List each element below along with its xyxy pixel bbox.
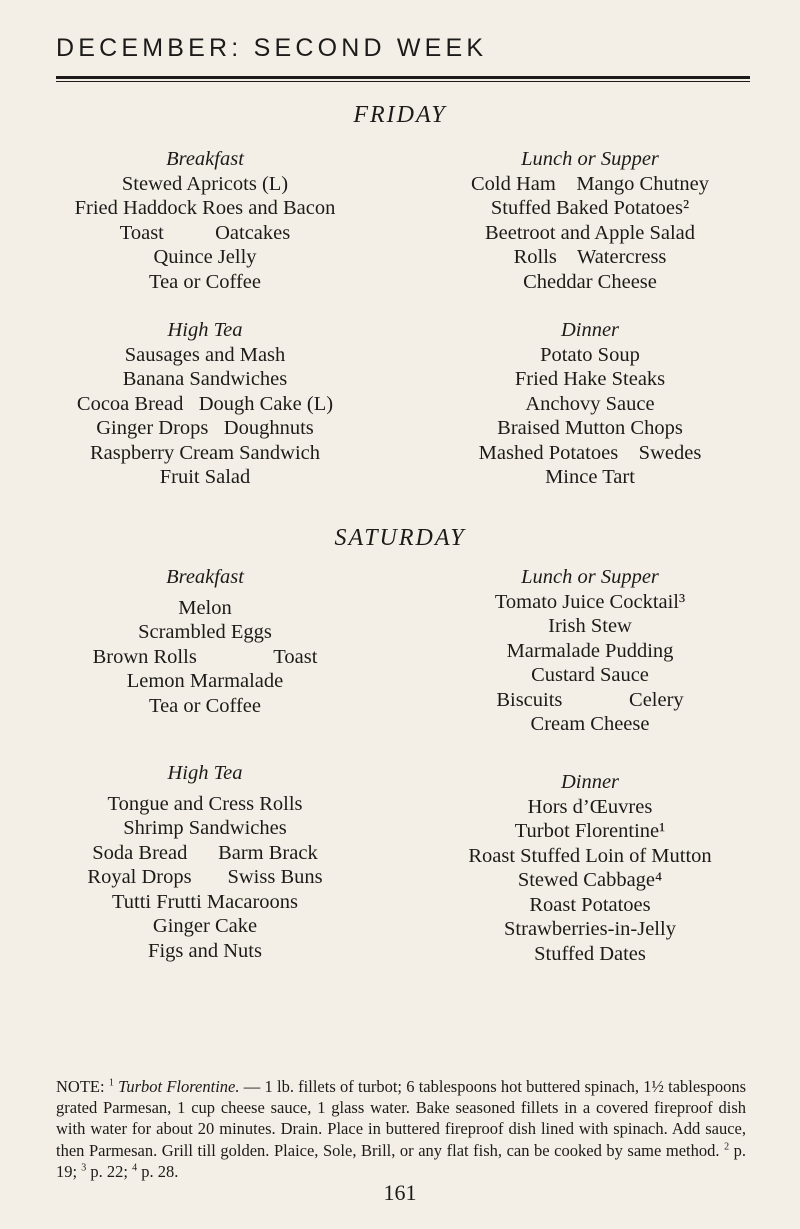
meal-title: Lunch or Supper bbox=[521, 148, 659, 170]
friday-lunch bbox=[400, 147, 780, 294]
menu-item: Fruit Salad bbox=[159, 466, 251, 488]
menu-item: Scrambled Eggs bbox=[138, 621, 272, 643]
menu-item: Cream Cheese bbox=[530, 713, 650, 735]
meal-title: Breakfast bbox=[166, 566, 244, 588]
menu-item: Ginger Cake bbox=[152, 915, 258, 937]
menu-item: Quince Jelly bbox=[153, 246, 257, 268]
menu-item: Royal Drops Swiss Buns bbox=[87, 866, 323, 888]
menu-item: Tomato Juice Cocktail³ bbox=[494, 590, 686, 613]
menu-item: Stuffed Baked Potatoes² bbox=[490, 197, 690, 219]
page-header: DECEMBER: SECOND WEEK bbox=[56, 34, 488, 62]
menu-item: Strawberries-in-Jelly bbox=[504, 918, 676, 940]
menu-item: Turbot Florentine¹ bbox=[514, 820, 666, 842]
menu-item: Toast Oatcakes bbox=[119, 221, 291, 244]
menu-item: Roast Stuffed Loin of Mutton bbox=[468, 844, 712, 867]
header-rule-thin bbox=[56, 81, 750, 82]
menu-item: Fried Haddock Roes and Bacon bbox=[74, 197, 336, 219]
day-heading-saturday: SATURDAY bbox=[334, 525, 466, 551]
menu-item: Stuffed Dates bbox=[534, 942, 646, 965]
menu-item: Braised Mutton Chops bbox=[497, 417, 683, 439]
menu-item: Tutti Frutti Macaroons bbox=[111, 890, 299, 913]
menu-item: Soda Bread Barm Brack bbox=[92, 841, 318, 864]
saturday-lunch bbox=[400, 565, 780, 737]
menu-item: Tongue and Cress Rolls bbox=[107, 792, 303, 815]
header-rule bbox=[56, 76, 750, 79]
menu-item: Custard Sauce bbox=[531, 664, 649, 686]
menu-item: Raspberry Cream Sandwich bbox=[90, 441, 320, 464]
menu-item: Irish Stew bbox=[548, 615, 632, 637]
menu-item: Stewed Apricots (L) bbox=[121, 172, 289, 195]
note-text: — 1 lb. fillets of turbot; 6 tablespoons hot buttered spinach, 1½ tablespoons grated Parmesan, 1 cup cheese sauce, 1 glass water. Bake seasoned fillets in a covered fireproof dish with water for about 20 minutes. Drain. Place in buttered fireproof dish lined with spinach. Add sauce, then Parmesan. Grill till golden. Plaice, Sole, Brill, or any flat fish, can be cooked by same method. bbox=[56, 1077, 747, 1160]
saturday-breakfast bbox=[10, 565, 400, 718]
meal-title: Dinner bbox=[560, 771, 620, 793]
menu-item: Mashed Potatoes Swedes bbox=[478, 441, 702, 464]
footnote-marker: 3 bbox=[81, 1162, 87, 1174]
menu-item: Potato Soup bbox=[540, 343, 640, 366]
meal-title: Breakfast bbox=[166, 148, 244, 170]
note-recipe-title: Turbot Florentine. bbox=[118, 1077, 240, 1096]
menu-item: Tea or Coffee bbox=[148, 270, 262, 293]
meal-title: High Tea bbox=[167, 762, 243, 784]
friday-dinner bbox=[400, 318, 780, 490]
saturday-dinner bbox=[400, 770, 780, 966]
menu-item: Stewed Cabbage⁴ bbox=[517, 869, 663, 891]
menu-item: Anchovy Sauce bbox=[525, 392, 655, 415]
menu-item: Hors d’Œuvres bbox=[527, 795, 653, 818]
friday-breakfast bbox=[10, 147, 400, 294]
saturday-high-tea bbox=[10, 761, 400, 963]
menu-item: Cocoa Bread Dough Cake (L) bbox=[76, 392, 334, 415]
menu-item: Brown Rolls Toast bbox=[92, 645, 318, 668]
page-reference: p. 19; bbox=[56, 1140, 747, 1181]
recipe-note bbox=[56, 1076, 746, 1182]
footnote-marker: 1 bbox=[108, 1077, 114, 1089]
menu-item: Roast Potatoes bbox=[529, 893, 651, 916]
footnote-marker: 2 bbox=[724, 1141, 730, 1153]
meal-title: High Tea bbox=[167, 319, 243, 341]
menu-item: Beetroot and Apple Salad bbox=[484, 221, 696, 244]
menu-item: Ginger Drops Doughnuts bbox=[96, 417, 314, 439]
page-number: 161 bbox=[383, 1180, 417, 1205]
menu-item: Marmalade Pudding bbox=[506, 639, 674, 662]
menu-item: Banana Sandwiches bbox=[122, 368, 288, 390]
menu-item: Tea or Coffee bbox=[148, 694, 262, 717]
footnote-marker: 4 bbox=[132, 1162, 138, 1174]
page-reference: p. 22; bbox=[86, 1161, 133, 1181]
meal-title: Dinner bbox=[560, 319, 620, 341]
menu-item: Shrimp Sandwiches bbox=[123, 817, 287, 839]
menu-item: Biscuits Celery bbox=[496, 688, 684, 711]
menu-item: Figs and Nuts bbox=[148, 939, 262, 962]
menu-item: Rolls Watercress bbox=[513, 246, 667, 268]
page-reference: p. 28. bbox=[137, 1161, 179, 1181]
menu-item: Cheddar Cheese bbox=[523, 270, 657, 293]
menu-item: Fried Hake Steaks bbox=[514, 368, 666, 390]
meal-title: Lunch or Supper bbox=[521, 566, 659, 588]
note-label: NOTE: bbox=[56, 1077, 105, 1096]
friday-high-tea bbox=[10, 318, 400, 490]
menu-item: Melon bbox=[178, 596, 232, 619]
menu-item: Mince Tart bbox=[545, 466, 635, 488]
menu-item: Sausages and Mash bbox=[124, 343, 286, 366]
day-heading-friday: FRIDAY bbox=[353, 102, 447, 128]
menu-item: Cold Ham Mango Chutney bbox=[470, 172, 709, 195]
menu-item: Lemon Marmalade bbox=[126, 670, 284, 692]
